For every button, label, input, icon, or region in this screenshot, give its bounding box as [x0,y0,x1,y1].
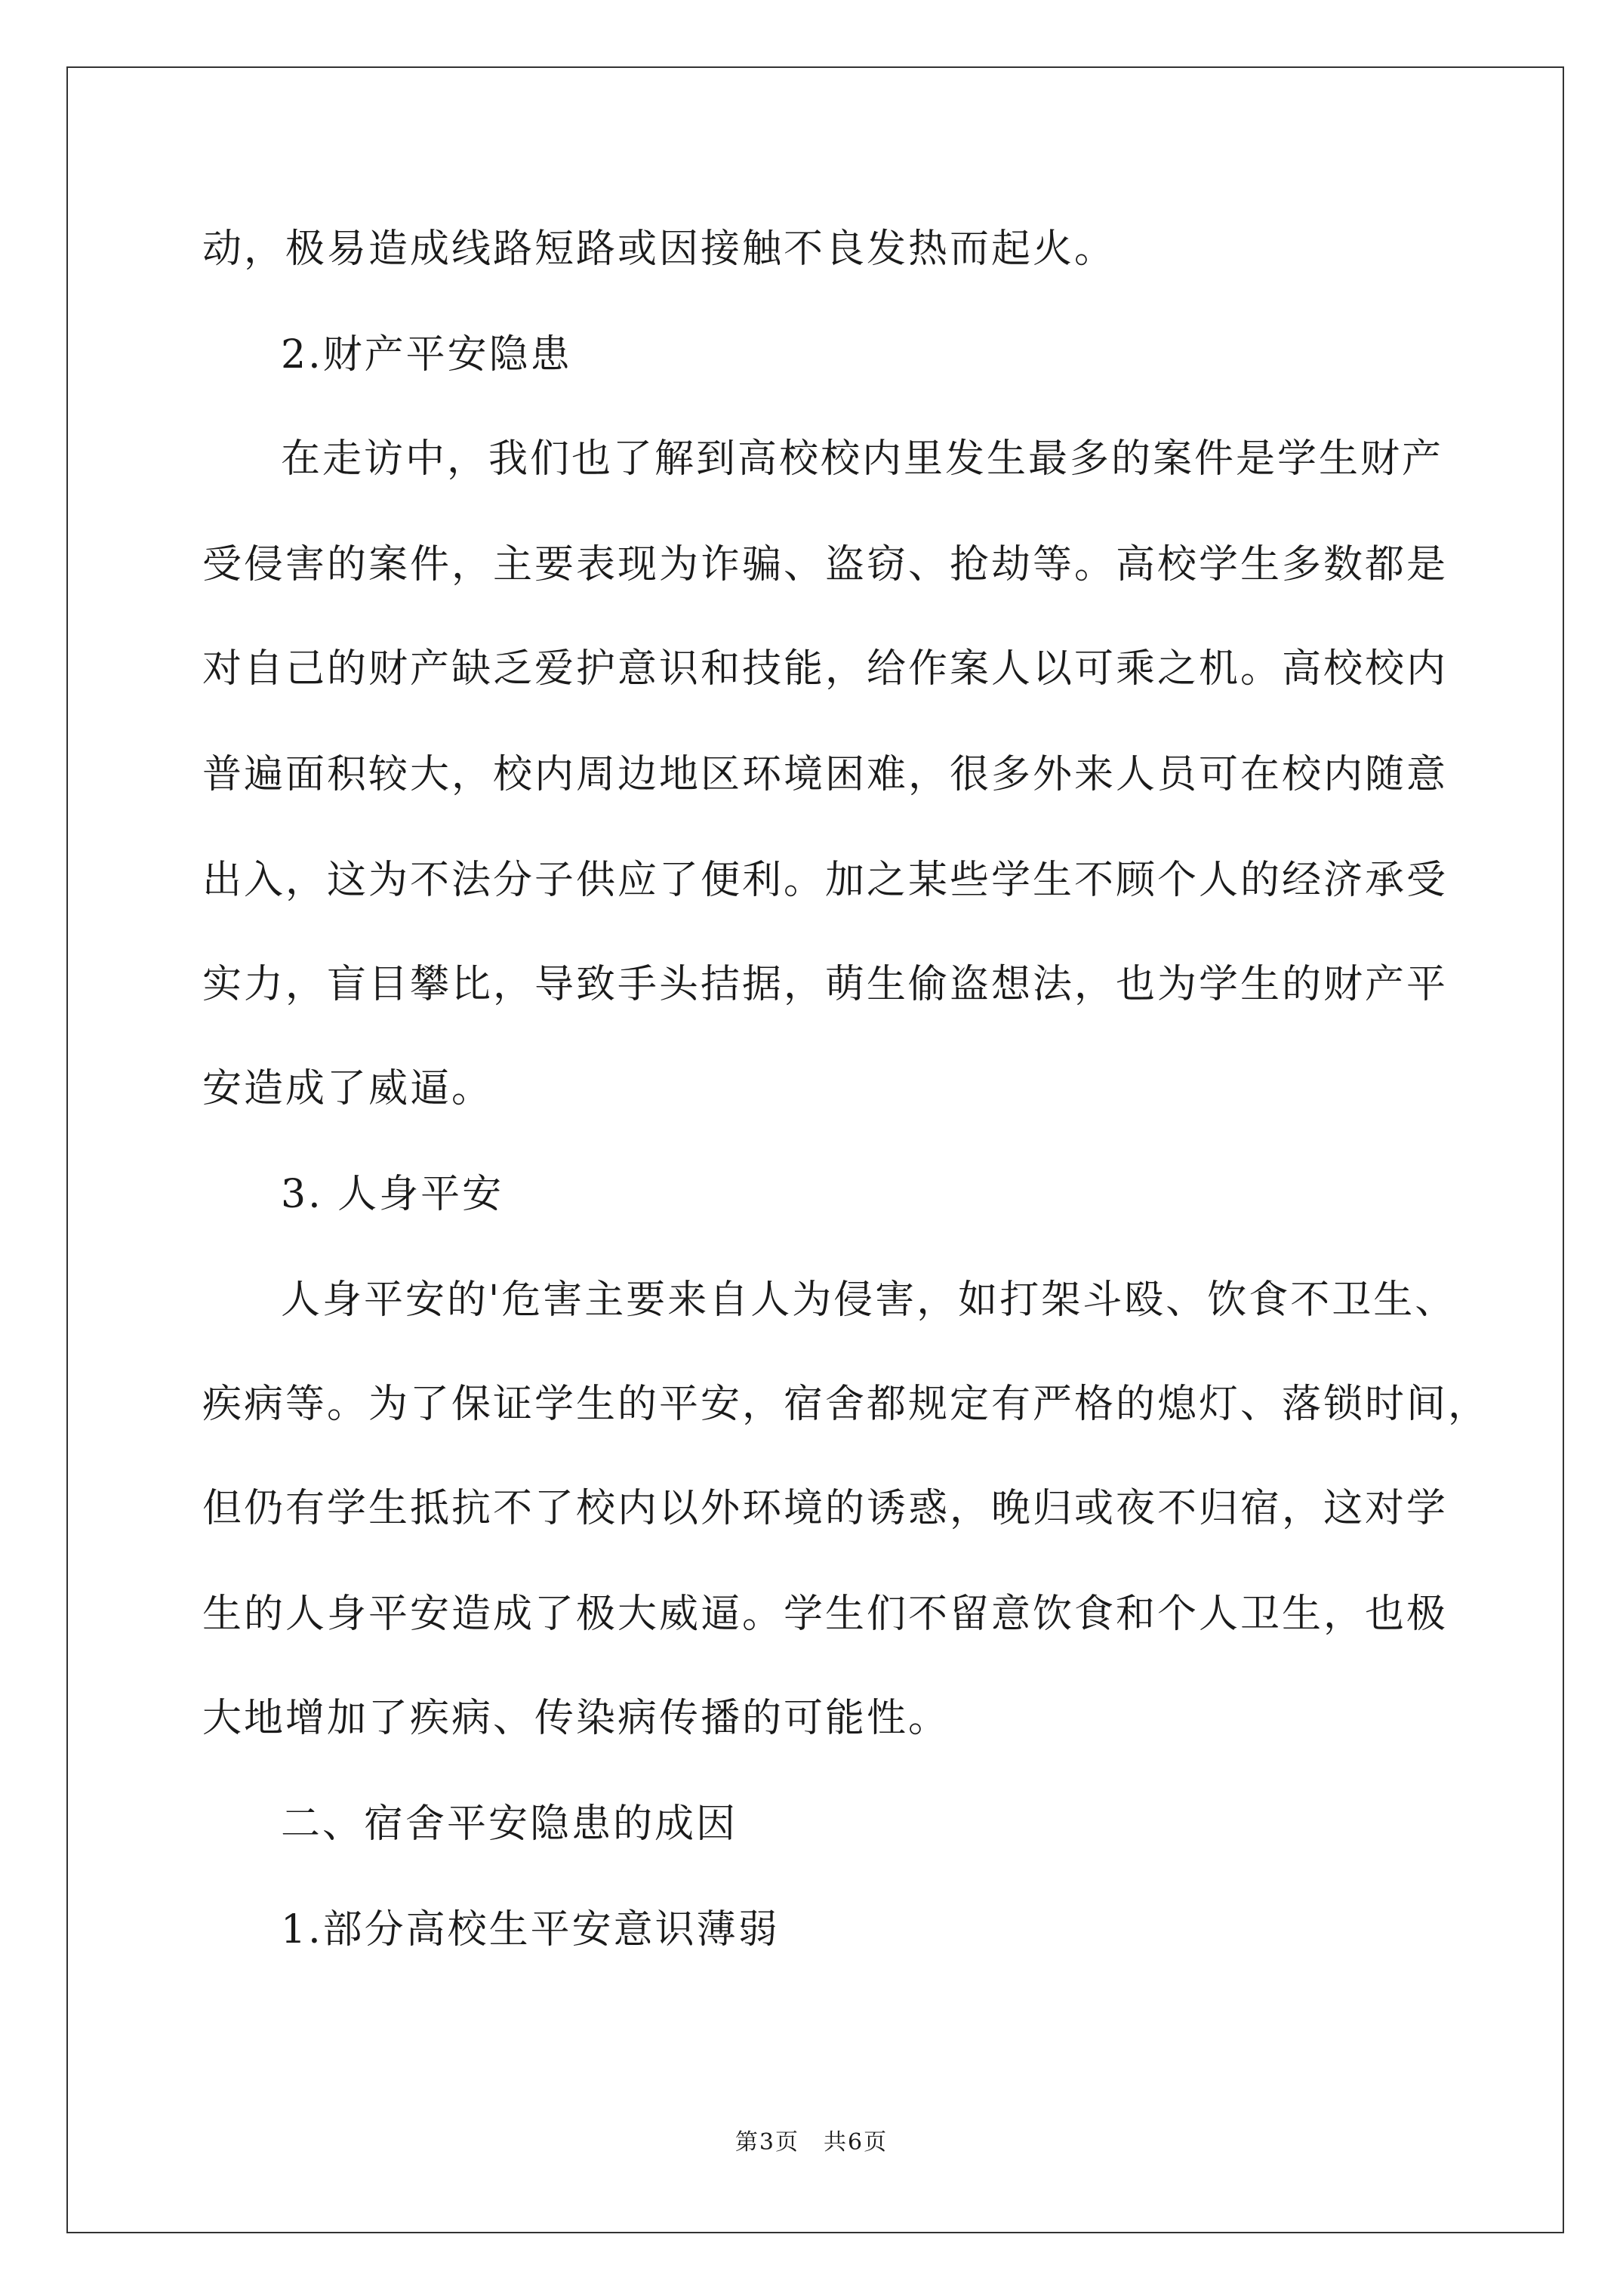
paragraph-line: 疾病等。为了保证学生的平安，宿舍都规定有严格的熄灯、落锁时间， [202,1382,1490,1427]
paragraph-line: 大地增加了疾病、传染病传播的可能性。 [202,1696,950,1741]
paragraph-line: 动，极易造成线路短路或因接触不良发热而起火。 [202,227,1116,272]
paragraph-line: 在走访中，我们也了解到高校校内里发生最多的案件是学生财产 [281,436,1444,482]
section-heading: 1.部分高校生平安意识薄弱 [281,1907,780,1952]
paragraph-line: 普遍面积较大，校内周边地区环境困难，很多外来人员可在校内随意 [202,752,1449,797]
paragraph-line: 安造成了威逼。 [202,1066,494,1111]
section-heading: 2.财产平安隐患 [281,332,572,378]
paragraph-line: 生的人身平安造成了极大威逼。学生们不留意饮食和个人卫生，也极 [202,1592,1449,1637]
paragraph-line: 出入，这为不法分子供应了便利。加之某些学生不顾个人的经济承受 [202,858,1449,903]
paragraph-line: 实力，盲目攀比，导致手头拮据，萌生偷盗想法，也为学生的财产平 [202,962,1449,1007]
paragraph-line: 受侵害的案件，主要表现为诈骗、盗窃、抢劫等。高校学生多数都是 [202,542,1449,587]
paragraph-line: 对自己的财产缺乏爱护意识和技能，给作案人以可乘之机。高校校内 [202,646,1449,692]
paragraph-line: 但仍有学生抵抗不了校内以外环境的诱惑，晚归或夜不归宿，这对学 [202,1486,1449,1531]
page-number: 第3页 共6页 [735,2129,888,2156]
paragraph-line: 人身平安的'危害主要来自人为侵害，如打架斗殴、饮食不卫生、 [281,1277,1457,1323]
section-heading: 3. 人身平安 [281,1172,504,1217]
section-heading: 二、宿舍平安隐患的成因 [281,1801,738,1847]
